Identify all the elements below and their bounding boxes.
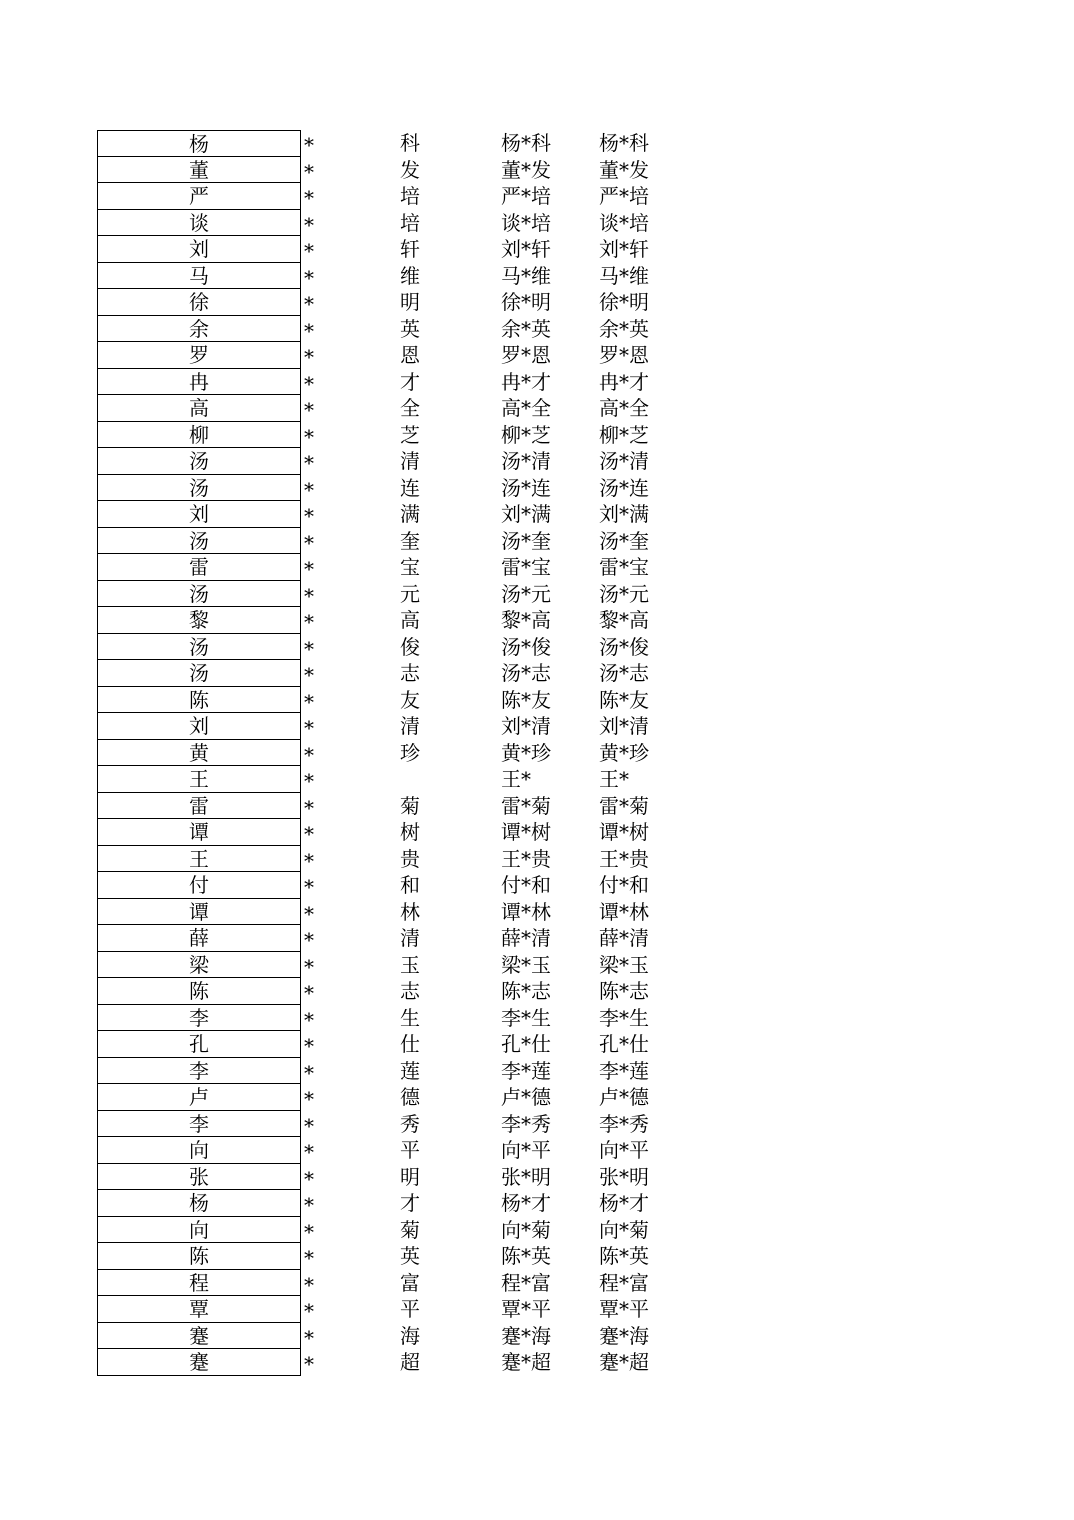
surname-cell[interactable]: 罗 [97, 342, 301, 369]
masked-full-name-cell[interactable]: 李*莲 [501, 1058, 551, 1083]
masked-full-name-cell[interactable]: 王* [501, 767, 531, 791]
masked-middle-cell[interactable]: * [304, 1352, 314, 1376]
surname-cell[interactable]: 汤 [97, 660, 301, 687]
masked-middle-cell[interactable]: * [304, 636, 314, 661]
surname-cell[interactable]: 谭 [97, 899, 301, 926]
given-name-cell[interactable]: 志 [400, 979, 420, 1003]
masked-full-name-copy-cell[interactable]: 梁*玉 [599, 952, 649, 977]
table-row [0, 1005, 1074, 1032]
surname-cell[interactable]: 汤 [97, 448, 301, 475]
masked-middle-cell[interactable]: * [304, 928, 314, 952]
table-row [0, 236, 1074, 263]
masked-middle-cell[interactable]: * [304, 159, 314, 184]
given-name-cell[interactable]: 富 [400, 1270, 420, 1295]
table-row [0, 581, 1074, 608]
given-name-cell[interactable]: 林 [400, 899, 420, 924]
masked-full-name-cell[interactable]: 李*秀 [501, 1111, 551, 1136]
table-row [0, 1243, 1074, 1270]
masked-full-name-copy-cell[interactable]: 孔*仕 [599, 1032, 649, 1056]
masked-full-name-cell[interactable]: 陈*友 [501, 687, 551, 712]
masked-full-name-cell[interactable]: 汤*连 [501, 475, 551, 500]
given-name-cell[interactable]: 才 [400, 1191, 420, 1215]
masked-full-name-cell[interactable]: 刘*轩 [501, 237, 551, 261]
masked-full-name-copy-cell[interactable]: 杨*科 [599, 131, 649, 155]
masked-full-name-cell[interactable]: 孔*仕 [501, 1032, 551, 1056]
masked-full-name-copy-cell[interactable]: 刘*满 [599, 502, 649, 526]
given-name-cell[interactable] [400, 766, 430, 793]
masked-full-name-cell[interactable]: 柳*芝 [501, 422, 551, 447]
masked-full-name-copy-cell[interactable]: 蹇*超 [599, 1350, 649, 1374]
masked-full-name-cell[interactable]: 罗*恩 [501, 343, 551, 367]
surname-cell[interactable]: 卢 [97, 1084, 301, 1111]
given-name-cell[interactable]: 珍 [400, 740, 420, 765]
table-row [0, 395, 1074, 422]
given-name-cell[interactable]: 轩 [400, 237, 420, 261]
masked-middle-cell[interactable]: * [304, 689, 314, 714]
table-row [0, 183, 1074, 210]
masked-middle-cell[interactable]: * [304, 1034, 314, 1058]
surname-cell[interactable]: 程 [97, 1270, 301, 1297]
given-name-cell[interactable]: 奎 [400, 528, 420, 553]
given-name-cell[interactable]: 仕 [400, 1032, 420, 1056]
masked-full-name-copy-cell[interactable]: 罗*恩 [599, 343, 649, 367]
given-name-cell[interactable]: 明 [400, 1164, 420, 1189]
table-row [0, 1217, 1074, 1244]
masked-middle-cell[interactable]: * [304, 212, 314, 237]
masked-full-name-copy-cell[interactable]: 谭*树 [599, 820, 649, 844]
masked-middle-cell[interactable]: * [304, 716, 314, 740]
masked-full-name-copy-cell[interactable]: 雷*宝 [599, 555, 649, 579]
given-name-cell[interactable]: 培 [400, 210, 420, 235]
given-name-cell[interactable]: 平 [400, 1138, 420, 1162]
given-name-cell[interactable]: 树 [400, 820, 420, 844]
table-row [0, 1190, 1074, 1217]
surname-cell[interactable]: 徐 [97, 289, 301, 316]
given-name-cell[interactable]: 恩 [400, 343, 420, 367]
masked-middle-cell[interactable]: * [304, 583, 314, 608]
given-name-cell[interactable]: 维 [400, 263, 420, 288]
given-name-cell[interactable]: 贵 [400, 846, 420, 871]
masked-full-name-cell[interactable]: 刘*满 [501, 502, 551, 526]
given-name-cell[interactable]: 英 [400, 316, 420, 341]
surname-cell[interactable]: 向 [97, 1137, 301, 1164]
table-row [0, 528, 1074, 555]
given-name-cell[interactable]: 发 [400, 157, 420, 182]
masked-full-name-cell[interactable]: 梁*玉 [501, 952, 551, 977]
masked-middle-cell[interactable]: * [304, 981, 314, 1005]
table-row [0, 687, 1074, 714]
masked-full-name-cell[interactable]: 陈*英 [501, 1244, 551, 1268]
masked-middle-cell[interactable]: * [304, 477, 314, 502]
masked-full-name-copy-cell[interactable]: 李*秀 [599, 1111, 649, 1136]
surname-cell[interactable]: 黄 [97, 740, 301, 767]
surname-cell[interactable]: 李 [97, 1005, 301, 1032]
masked-middle-cell[interactable]: * [304, 530, 314, 555]
surname-cell[interactable]: 刘 [97, 236, 301, 263]
surname-cell[interactable]: 向 [97, 1217, 301, 1244]
given-name-cell[interactable]: 才 [400, 369, 420, 394]
masked-full-name-copy-cell[interactable]: 黄*珍 [599, 740, 649, 765]
masked-middle-cell[interactable]: * [304, 345, 314, 369]
masked-full-name-cell[interactable]: 蹇*超 [501, 1350, 551, 1374]
given-name-cell[interactable]: 平 [400, 1297, 420, 1321]
masked-full-name-cell[interactable]: 黄*珍 [501, 740, 551, 765]
masked-full-name-copy-cell[interactable]: 汤*清 [599, 449, 649, 473]
masked-full-name-cell[interactable]: 高*全 [501, 396, 551, 420]
surname-cell[interactable]: 蹇 [97, 1323, 301, 1350]
table-row [0, 899, 1074, 926]
table-row [0, 289, 1074, 316]
masked-full-name-copy-cell[interactable]: 覃*平 [599, 1297, 649, 1321]
surname-cell[interactable]: 陈 [97, 1243, 301, 1270]
surname-cell[interactable]: 覃 [97, 1296, 301, 1323]
masked-full-name-cell[interactable]: 汤*奎 [501, 528, 551, 553]
masked-middle-cell[interactable]: * [304, 663, 314, 687]
masked-full-name-copy-cell[interactable]: 程*富 [599, 1270, 649, 1295]
given-name-cell[interactable]: 高 [400, 608, 420, 632]
table-row [0, 872, 1074, 899]
given-name-cell[interactable]: 超 [400, 1350, 420, 1374]
masked-full-name-copy-cell[interactable]: 王*贵 [599, 846, 649, 871]
surname-cell[interactable]: 蹇 [97, 1349, 301, 1376]
table-row [0, 210, 1074, 237]
surname-cell[interactable]: 刘 [97, 501, 301, 528]
masked-full-name-copy-cell[interactable]: 向*平 [599, 1138, 649, 1162]
surname-cell[interactable]: 高 [97, 395, 301, 422]
masked-full-name-cell[interactable]: 徐*明 [501, 290, 551, 314]
masked-full-name-copy-cell[interactable]: 冉*才 [599, 369, 649, 394]
given-name-cell[interactable]: 连 [400, 475, 420, 500]
masked-middle-cell[interactable]: * [304, 133, 314, 157]
table-row [0, 422, 1074, 449]
masked-middle-cell[interactable]: * [304, 451, 314, 475]
surname-cell[interactable]: 张 [97, 1164, 301, 1191]
table-row [0, 713, 1074, 740]
masked-full-name-cell[interactable]: 付*和 [501, 873, 551, 897]
surname-cell[interactable]: 陈 [97, 687, 301, 714]
surname-cell[interactable]: 谭 [97, 819, 301, 846]
surname-cell[interactable]: 汤 [97, 475, 301, 502]
surname-cell[interactable]: 雷 [97, 554, 301, 581]
given-name-cell[interactable]: 元 [400, 581, 420, 606]
masked-full-name-cell[interactable]: 向*菊 [501, 1217, 551, 1242]
masked-middle-cell[interactable]: * [304, 822, 314, 846]
table-row [0, 793, 1074, 820]
masked-full-name-cell[interactable]: 汤*志 [501, 661, 551, 685]
table-row [0, 448, 1074, 475]
masked-full-name-cell[interactable]: 杨*科 [501, 131, 551, 155]
masked-full-name-cell[interactable]: 张*明 [501, 1164, 551, 1189]
table-row [0, 157, 1074, 184]
masked-full-name-cell[interactable]: 严*培 [501, 184, 551, 208]
surname-cell[interactable]: 马 [97, 263, 301, 290]
masked-full-name-copy-cell[interactable]: 王* [599, 767, 629, 791]
masked-middle-cell[interactable]: * [304, 504, 314, 528]
masked-middle-cell[interactable]: * [304, 1060, 314, 1085]
surname-cell[interactable]: 李 [97, 1111, 301, 1138]
masked-full-name-copy-cell[interactable]: 李*莲 [599, 1058, 649, 1083]
table-row [0, 952, 1074, 979]
masked-full-name-copy-cell[interactable]: 汤*奎 [599, 528, 649, 553]
table-row [0, 819, 1074, 846]
masked-middle-cell[interactable]: * [304, 557, 314, 581]
masked-middle-cell[interactable]: * [304, 1140, 314, 1164]
masked-full-name-copy-cell[interactable]: 徐*明 [599, 290, 649, 314]
surname-cell[interactable]: 谈 [97, 210, 301, 237]
surname-cell[interactable]: 刘 [97, 713, 301, 740]
given-name-cell[interactable]: 清 [400, 449, 420, 473]
masked-full-name-cell[interactable]: 刘*清 [501, 714, 551, 738]
given-name-cell[interactable]: 培 [400, 184, 420, 208]
masked-middle-cell[interactable]: * [304, 1325, 314, 1350]
table-row [0, 1111, 1074, 1138]
masked-middle-cell[interactable]: * [304, 265, 314, 290]
masked-full-name-copy-cell[interactable]: 董*发 [599, 157, 649, 182]
masked-middle-cell[interactable]: * [304, 1246, 314, 1270]
masked-middle-cell[interactable]: * [304, 954, 314, 979]
given-name-cell[interactable]: 明 [400, 290, 420, 314]
given-name-cell[interactable]: 满 [400, 502, 420, 526]
masked-middle-cell[interactable]: * [304, 371, 314, 396]
given-name-cell[interactable]: 玉 [400, 952, 420, 977]
surname-cell[interactable]: 汤 [97, 528, 301, 555]
masked-middle-cell[interactable]: * [304, 1272, 314, 1297]
given-name-cell[interactable]: 秀 [400, 1111, 420, 1136]
surname-cell[interactable]: 杨 [97, 1190, 301, 1217]
surname-cell[interactable]: 陈 [97, 978, 301, 1005]
masked-middle-cell[interactable]: * [304, 769, 314, 793]
masked-full-name-copy-cell[interactable]: 汤*连 [599, 475, 649, 500]
surname-cell[interactable]: 冉 [97, 369, 301, 396]
masked-full-name-cell[interactable]: 汤*清 [501, 449, 551, 473]
surname-cell[interactable]: 雷 [97, 793, 301, 820]
masked-full-name-cell[interactable]: 陈*志 [501, 979, 551, 1003]
table-row [0, 1164, 1074, 1191]
table-row [0, 316, 1074, 343]
table-row [0, 342, 1074, 369]
masked-full-name-cell[interactable]: 薛*清 [501, 926, 551, 950]
masked-full-name-copy-cell[interactable]: 汤*俊 [599, 634, 649, 659]
masked-full-name-cell[interactable]: 李*生 [501, 1005, 551, 1030]
masked-full-name-cell[interactable]: 谭*树 [501, 820, 551, 844]
masked-full-name-cell[interactable]: 谭*林 [501, 899, 551, 924]
masked-full-name-copy-cell[interactable]: 汤*志 [599, 661, 649, 685]
surname-cell[interactable]: 付 [97, 872, 301, 899]
masked-full-name-copy-cell[interactable]: 高*全 [599, 396, 649, 420]
masked-middle-cell[interactable]: * [304, 1113, 314, 1138]
masked-middle-cell[interactable]: * [304, 610, 314, 634]
masked-middle-cell[interactable]: * [304, 424, 314, 449]
table-row [0, 740, 1074, 767]
surname-cell[interactable]: 黎 [97, 607, 301, 634]
masked-middle-cell[interactable]: * [304, 186, 314, 210]
masked-full-name-copy-cell[interactable]: 张*明 [599, 1164, 649, 1189]
masked-full-name-cell[interactable]: 汤*元 [501, 581, 551, 606]
masked-middle-cell[interactable]: * [304, 1007, 314, 1032]
surname-cell[interactable]: 孔 [97, 1031, 301, 1058]
given-name-cell[interactable]: 友 [400, 687, 420, 712]
masked-full-name-cell[interactable]: 董*发 [501, 157, 551, 182]
masked-full-name-cell[interactable]: 覃*平 [501, 1297, 551, 1321]
masked-middle-cell[interactable]: * [304, 901, 314, 926]
masked-middle-cell[interactable]: * [304, 742, 314, 767]
given-name-cell[interactable]: 宝 [400, 555, 420, 579]
masked-full-name-copy-cell[interactable]: 余*英 [599, 316, 649, 341]
given-name-cell[interactable]: 芝 [400, 422, 420, 447]
surname-cell[interactable]: 董 [97, 157, 301, 184]
surname-cell[interactable]: 梁 [97, 952, 301, 979]
masked-full-name-cell[interactable]: 杨*才 [501, 1191, 551, 1215]
masked-full-name-copy-cell[interactable]: 杨*才 [599, 1191, 649, 1215]
table-row [0, 501, 1074, 528]
masked-full-name-copy-cell[interactable]: 李*生 [599, 1005, 649, 1030]
given-name-cell[interactable]: 海 [400, 1323, 420, 1348]
masked-full-name-cell[interactable]: 王*贵 [501, 846, 551, 871]
masked-middle-cell[interactable]: * [304, 795, 314, 820]
masked-full-name-copy-cell[interactable]: 马*维 [599, 263, 649, 288]
surname-cell[interactable]: 王 [97, 846, 301, 873]
masked-full-name-copy-cell[interactable]: 向*菊 [599, 1217, 649, 1242]
masked-middle-cell[interactable]: * [304, 1193, 314, 1217]
masked-full-name-copy-cell[interactable]: 严*培 [599, 184, 649, 208]
surname-cell[interactable]: 杨 [97, 130, 301, 157]
table-row [0, 1058, 1074, 1085]
table-row [0, 554, 1074, 581]
given-name-cell[interactable]: 英 [400, 1244, 420, 1268]
given-name-cell[interactable]: 和 [400, 873, 420, 897]
masked-full-name-cell[interactable]: 卢*德 [501, 1085, 551, 1109]
given-name-cell[interactable]: 全 [400, 396, 420, 420]
masked-full-name-copy-cell[interactable]: 雷*菊 [599, 793, 649, 818]
masked-full-name-copy-cell[interactable]: 陈*友 [599, 687, 649, 712]
surname-cell[interactable]: 汤 [97, 581, 301, 608]
masked-middle-cell[interactable]: * [304, 848, 314, 873]
table-row [0, 925, 1074, 952]
table-row [0, 263, 1074, 290]
masked-full-name-copy-cell[interactable]: 黎*高 [599, 608, 649, 632]
table-row [0, 634, 1074, 661]
table-row [0, 1349, 1074, 1376]
masked-full-name-copy-cell[interactable]: 卢*德 [599, 1085, 649, 1109]
given-name-cell[interactable]: 德 [400, 1085, 420, 1109]
masked-full-name-cell[interactable]: 余*英 [501, 316, 551, 341]
table-row [0, 130, 1074, 157]
table-row [0, 607, 1074, 634]
surname-cell[interactable]: 余 [97, 316, 301, 343]
given-name-cell[interactable]: 清 [400, 926, 420, 950]
masked-middle-cell[interactable]: * [304, 1166, 314, 1191]
surname-cell[interactable]: 李 [97, 1058, 301, 1085]
masked-full-name-cell[interactable]: 汤*俊 [501, 634, 551, 659]
given-name-cell[interactable]: 清 [400, 714, 420, 738]
masked-full-name-cell[interactable]: 冉*才 [501, 369, 551, 394]
table-row [0, 1137, 1074, 1164]
table-row [0, 1323, 1074, 1350]
masked-full-name-cell[interactable]: 黎*高 [501, 608, 551, 632]
masked-full-name-cell[interactable]: 谈*培 [501, 210, 551, 235]
masked-full-name-copy-cell[interactable]: 陈*英 [599, 1244, 649, 1268]
masked-full-name-cell[interactable]: 程*富 [501, 1270, 551, 1295]
masked-full-name-copy-cell[interactable]: 谭*林 [599, 899, 649, 924]
masked-middle-cell[interactable]: * [304, 292, 314, 316]
masked-full-name-cell[interactable]: 雷*宝 [501, 555, 551, 579]
surname-cell[interactable]: 薛 [97, 925, 301, 952]
masked-full-name-cell[interactable]: 向*平 [501, 1138, 551, 1162]
surname-cell[interactable]: 严 [97, 183, 301, 210]
masked-full-name-cell[interactable]: 马*维 [501, 263, 551, 288]
surname-cell[interactable]: 柳 [97, 422, 301, 449]
masked-middle-cell[interactable]: * [304, 318, 314, 343]
given-name-cell[interactable]: 志 [400, 661, 420, 685]
masked-full-name-copy-cell[interactable]: 谈*培 [599, 210, 649, 235]
table-row [0, 660, 1074, 687]
masked-middle-cell[interactable]: * [304, 1087, 314, 1111]
masked-middle-cell[interactable]: * [304, 1219, 314, 1244]
table-row [0, 1270, 1074, 1297]
table-row [0, 978, 1074, 1005]
masked-middle-cell[interactable]: * [304, 398, 314, 422]
surname-cell[interactable]: 汤 [97, 634, 301, 661]
masked-middle-cell[interactable]: * [304, 239, 314, 263]
masked-full-name-cell[interactable]: 雷*菊 [501, 793, 551, 818]
given-name-cell[interactable]: 生 [400, 1005, 420, 1030]
table-row [0, 1296, 1074, 1323]
masked-full-name-copy-cell[interactable]: 薛*清 [599, 926, 649, 950]
table-row [0, 1084, 1074, 1111]
given-name-cell[interactable]: 菊 [400, 793, 420, 818]
given-name-cell[interactable]: 菊 [400, 1217, 420, 1242]
masked-middle-cell[interactable]: * [304, 1299, 314, 1323]
masked-full-name-copy-cell[interactable]: 刘*轩 [599, 237, 649, 261]
given-name-cell[interactable]: 莲 [400, 1058, 420, 1083]
given-name-cell[interactable]: 俊 [400, 634, 420, 659]
given-name-cell[interactable]: 科 [400, 131, 420, 155]
table-row [0, 475, 1074, 502]
masked-full-name-cell[interactable]: 蹇*海 [501, 1323, 551, 1348]
masked-full-name-copy-cell[interactable]: 陈*志 [599, 979, 649, 1003]
table-row [0, 846, 1074, 873]
table-row [0, 369, 1074, 396]
masked-full-name-copy-cell[interactable]: 蹇*海 [599, 1323, 649, 1348]
masked-full-name-copy-cell[interactable]: 柳*芝 [599, 422, 649, 447]
masked-middle-cell[interactable]: * [304, 875, 314, 899]
masked-full-name-copy-cell[interactable]: 汤*元 [599, 581, 649, 606]
table-row [0, 766, 1074, 793]
masked-full-name-copy-cell[interactable]: 付*和 [599, 873, 649, 897]
masked-full-name-copy-cell[interactable]: 刘*清 [599, 714, 649, 738]
surname-cell[interactable]: 王 [97, 766, 301, 793]
table-row [0, 1031, 1074, 1058]
